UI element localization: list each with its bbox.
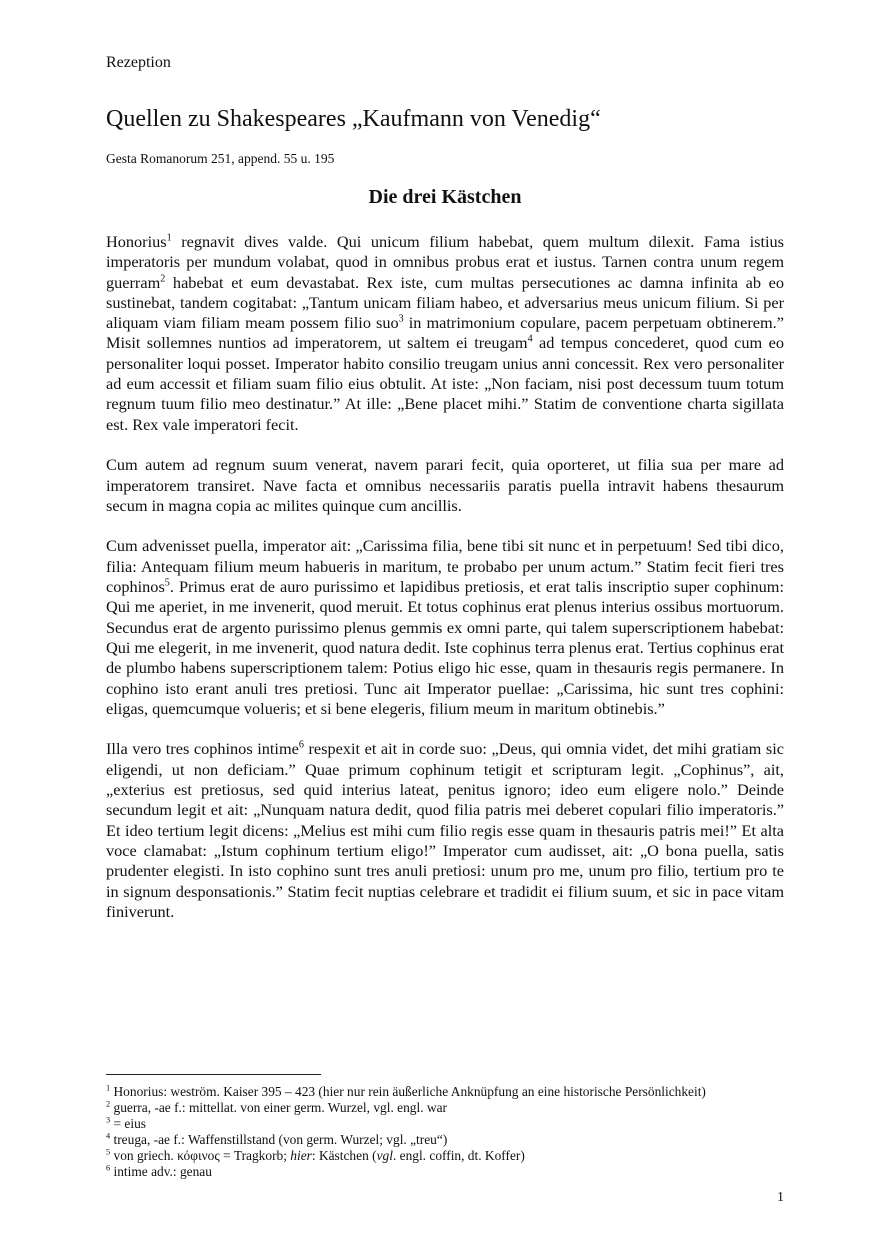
footnote-2: $^2$ guerra, -ae f.: mittellat. von einer germ. Wurzel, vgl. engl. war [106,1099,447,1115]
footnote-5: $^5$ von griech. κόφινος = Tragkorb; hier: Kästchen (vgl. engl. coffin, dt. Koffer) [106,1147,525,1163]
section-label: Rezeption [106,54,171,71]
footnote-ref-3[interactable]: 3 [398,313,404,325]
footnote-ref-5[interactable]: 5 [164,577,170,589]
footnote-6: $^6$ intime adv.: genau [106,1163,212,1179]
paragraph-2: Cum autem ad regnum suum venerat, navem parari fecit, quia oporteret, ut filia sua per mare ad imperatorem transiret. Nave facta et omnibus necessariis paratis puella intravit habens thesaurum secum in magna copia ac milites quinque cum ancillis. [106,455,784,515]
footnotes [106,1084,784,1179]
footnote-ref-6[interactable]: 6 [298,740,304,751]
footnote-ref-1[interactable]: 1 [166,232,172,244]
footnote-ref-4[interactable]: 4 [527,334,533,346]
story-body [106,232,784,942]
paragraph-3: Cum advenisset puella, imperator ait: „Carissima filia, bene tibi sit nunc et in perpetuum! Sed tibi dico, filia: Antequam filium meum habueris in maritum, te probabo per unum actum.” Statim fecit fieri tres cophinos$^5$. Primus erat de auro purissimo et lapidibus pretiosis, et erat talis inscriptio super cophinum: Qui me aperiet, in me invenerit, quod meruit. Et totus cophinus erat plenus interius ossibus mortuorum. Secundus erat de argento purissimo plenus gemmis ex omni parte, qui talem superscriptionem habebat: Qui me elegerit, in me invenerit, quod natura dedit. Iste cophinus terra plenus erat. Tertius cophinus erat de plumbo habens superscriptionem talem: Potius eligo hic esse, quam in thesauris regis permanere. In cophino isto erant anuli tres pretiosi. Tunc ait Imperator puellae: „Carissima, hic sunt tres cophini: eligas, quemcumque volueris; et si bene elegeris, filium meum in maritum obtinebis.” [106,536,784,718]
footnote-ref-2[interactable]: 2 [160,273,166,285]
footnote-divider [106,1074,321,1075]
page-number: 1 [777,1190,784,1205]
footnote-3: $^3$ = eius [106,1115,146,1131]
footnote-4: $^4$ treuga, -ae f.: Waffenstillstand (von germ. Wurzel; vgl. „treu“) [106,1131,448,1147]
paragraph-1: Honorius$^1$ regnavit dives valde. Qui unicum filium habebat, quem multum dilexit. Fama istius imperatoris per mundum volabat, quod in omnibus probus erat et iustus. Tarnen contra unum regem guerram$^2$ habebat et eum devastabat. Rex iste, cum multas persecutiones ac damna infinita ab eo sustinebat, tandem cogitabat: „Tantum unicam filiam habeo, et adversarius meus unicum filium. Si per aliquam viam filiam meam possem filio suo$^3$ in matrimonium copulare, pacem perpetuam obtinerem.” Misit sollemnes nuntios ad imperatorem, ut saltem ei treugam$^4$ ad tempus concederet, quod cum eo personaliter loqui posset. Imperator habito consilio treugam unius anni concessit. Rex vero personaliter ad eum accessit et filiam suam filio eius obtulit. At iste: „Non faciam, nisi post decessum tuum totum regnum tuum filio meo destinatur.” At ille: „Bene placet mihi.” Statim de conventione charta sigillata est. Rex vale imperatori fecit. [106,232,784,434]
footnote-1: $^1$ Honorius: weström. Kaiser 395 – 423 (hier nur rein äußerliche Anknüpfung an eine historische Persönlichkeit) [106,1083,706,1099]
story-title: Die drei Kästchen [368,186,522,208]
page-title: Quellen zu Shakespeares „Kaufmann von Venedig“ [106,106,601,132]
source-reference: Gesta Romanorum 251, append. 55 u. 195 [106,151,335,166]
paragraph-4: Illa vero tres cophinos intime$^6$ respexit et ait in corde suo: „Deus, qui omnia videt, det mihi gratiam sic eligendi, ut non deficiam.” Quae primum cophinum tetigit et scripturam legit. „Cophinus”, ait, „exterius est pretiosus, sed quid interius lateat, penitus ignoro; ideo eum eligere nolo.” Deinde secundum legit et ait: „Nunquam natura dedit, quod filia patris mei deberet copulari filio imperatoris.” Et ideo tertium legit dicens: „Melius est mihi cum filio regis esse quam in thesauris patris mei!” Et alta voce clamabat: „Istum cophinum tertium eligo!” Imperator cum audisset, ait: „O bona puella, satis prudenter elegisti. In isto cophino sunt tres anuli pretiosi: unum pro me, unum pro filio, tertium pro te in signum desponsationis.” Statim fecit nuptias celebrare et tradidit ei filium suum, et sic in pace vitam finiverunt. [106,739,784,921]
